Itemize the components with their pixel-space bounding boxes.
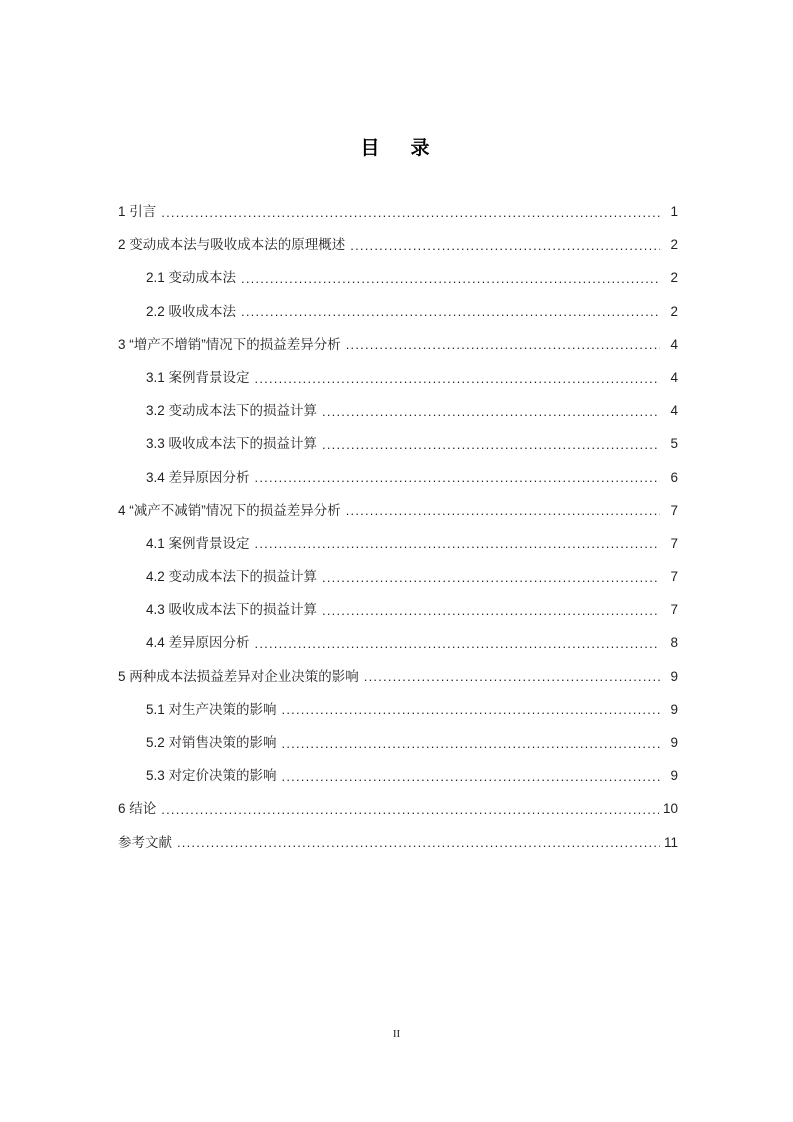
toc-entry[interactable] <box>118 237 678 253</box>
toc-leader-dots <box>161 207 660 221</box>
toc-entry-label: 2.1 变动成本法 <box>146 270 237 286</box>
toc-entry[interactable] <box>146 370 678 386</box>
toc-entry[interactable] <box>146 304 678 320</box>
page-number-footer: II <box>392 1028 401 1040</box>
toc-leader-dots <box>346 505 660 519</box>
toc-entry-page: 9 <box>670 668 678 684</box>
toc-entry-page: 9 <box>670 735 678 750</box>
toc-entry-page: 9 <box>670 701 678 717</box>
toc-leader-dots <box>255 373 660 387</box>
toc-entry-label: 4 “减产不减销”情况下的损益差异分析 <box>118 502 341 518</box>
toc-entry-page: 4 <box>670 336 678 352</box>
toc-entry-label: 4.2 变动成本法下的损益计算 <box>146 569 318 585</box>
toc-entry[interactable] <box>146 436 678 452</box>
toc-entry-label: 3.2 变动成本法下的损益计算 <box>146 403 318 419</box>
toc-entry-page: 7 <box>670 502 678 518</box>
toc-leader-dots <box>346 339 660 353</box>
toc-leader-dots <box>322 572 660 586</box>
toc-entry-label: 5.2 对销售决策的影响 <box>146 735 277 750</box>
toc-entry[interactable] <box>146 735 678 751</box>
toc-leader-dots <box>282 738 660 752</box>
toc-entry-label: 4.3 吸收成本法下的损益计算 <box>146 602 318 618</box>
toc-heading: 目 录 <box>360 138 436 159</box>
toc-entry-page: 2 <box>670 237 678 253</box>
toc-entry-page: 10 <box>662 801 678 817</box>
toc-entry-page: 9 <box>670 768 678 784</box>
toc-entry[interactable] <box>146 470 678 486</box>
toc-entry[interactable] <box>146 270 678 286</box>
toc-leader-dots <box>161 804 659 818</box>
toc-entry-label: 2 变动成本法与吸收成本法的原理概述 <box>118 237 346 253</box>
toc-entry-label: 5.1 对生产决策的影响 <box>146 701 277 717</box>
toc-entry-label: 参考文献 <box>118 834 172 850</box>
toc-entry-page: 4 <box>670 369 678 385</box>
toc-entry-label: 3 “增产不增销”情况下的损益差异分析 <box>118 336 341 352</box>
toc-entry[interactable] <box>118 204 678 220</box>
toc-entry-label: 3.3 吸收成本法下的损益计算 <box>146 436 318 452</box>
toc-entry-label: 2.2 吸收成本法 <box>146 303 237 319</box>
toc-entry-label: 3.4 差异原因分析 <box>146 469 250 485</box>
toc-entry-label: 6 结论 <box>118 801 157 817</box>
toc-entry-label: 5.3 对定价决策的影响 <box>146 768 277 784</box>
toc-entry-page: 5 <box>670 436 678 452</box>
toc-entry-page: 1 <box>670 204 678 219</box>
toc-entry[interactable] <box>146 403 678 419</box>
toc-entry[interactable] <box>118 669 678 685</box>
toc-entry[interactable] <box>146 635 678 651</box>
toc-leader-dots <box>255 472 660 486</box>
toc-leader-dots <box>364 671 660 685</box>
toc-leader-dots <box>282 771 660 785</box>
toc-leader-dots <box>322 605 660 619</box>
toc-entry[interactable] <box>146 602 678 618</box>
toc-entry-label: 1 引言 <box>118 204 157 219</box>
toc-entry[interactable] <box>118 835 678 851</box>
toc-leader-dots <box>322 439 660 453</box>
toc-entry[interactable] <box>118 503 678 519</box>
toc-leader-dots <box>322 406 660 420</box>
toc-entry[interactable] <box>146 768 678 784</box>
page-content <box>118 0 678 868</box>
toc-entry[interactable] <box>118 337 678 353</box>
toc-entry[interactable] <box>146 536 678 552</box>
toc-entry-page: 6 <box>670 469 678 485</box>
toc-entry-label: 4.1 案例背景设定 <box>146 535 250 551</box>
toc-leader-dots <box>255 539 660 553</box>
toc-entry-page: 7 <box>670 602 678 618</box>
toc-leader-dots <box>241 306 660 320</box>
toc-entry-page: 7 <box>670 569 678 585</box>
toc-entry-page: 4 <box>670 403 678 419</box>
toc-entry[interactable] <box>146 702 678 718</box>
table-of-contents <box>118 204 678 851</box>
toc-entry-page: 2 <box>670 270 678 286</box>
toc-entry-label: 3.1 案例背景设定 <box>146 369 250 385</box>
toc-leader-dots <box>255 638 660 652</box>
toc-entry-page: 11 <box>663 834 678 850</box>
toc-entry-label: 4.4 差异原因分析 <box>146 635 250 651</box>
toc-entry[interactable] <box>146 569 678 585</box>
toc-entry-page: 7 <box>670 535 678 551</box>
toc-entry-label: 5 两种成本法损益差异对企业决策的影响 <box>118 668 359 684</box>
toc-entry-page: 2 <box>670 303 678 319</box>
toc-entry-page: 8 <box>670 635 678 651</box>
toc-leader-dots <box>177 837 660 851</box>
toc-entry[interactable] <box>118 801 678 817</box>
toc-leader-dots <box>241 273 660 287</box>
toc-leader-dots <box>282 705 660 719</box>
toc-leader-dots <box>350 240 660 254</box>
